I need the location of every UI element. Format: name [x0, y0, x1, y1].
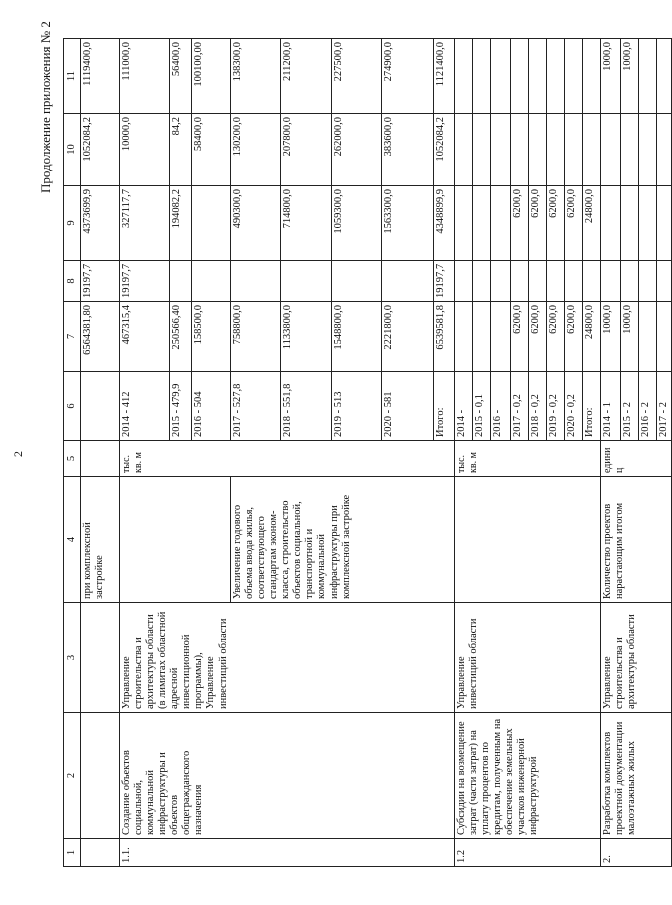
table-cell-c6: 2020 - 581 [382, 372, 434, 441]
column-number: 4 [64, 477, 81, 603]
table-cell-c1: 1.1. [120, 839, 455, 867]
column-number: 7 [64, 302, 81, 372]
table-cell-c9: 24800,0 [583, 186, 601, 261]
table-cell-c7: 467315,4 [120, 302, 170, 372]
table-cell-c7 [455, 302, 473, 372]
table-cell-c11: 1000,0 [621, 39, 639, 114]
table-cell-c1: 1.2 [455, 839, 601, 867]
table-cell-c9: 1563300,0 [382, 186, 434, 261]
table-cell-c8: 19197,7 [434, 261, 455, 302]
table-cell-c11: 1119400,0 [81, 39, 120, 114]
table-cell-c10 [491, 114, 511, 186]
table-cell-c8 [657, 261, 672, 302]
table-cell-c8 [332, 261, 382, 302]
table-cell-c9 [657, 186, 672, 261]
table-row [455, 39, 473, 867]
table-row [601, 39, 621, 867]
table-cell-c8 [473, 261, 491, 302]
table-cell-c8 [583, 261, 601, 302]
table-cell-c4: Увеличение годового объема ввода жилья, соответствующего стандартам эконом-класса, строительство объектов социальной, транспортной и коммунальной инфраструктуры при комплексной застройке [231, 477, 455, 603]
table-cell-c9: 4373699,9 [81, 186, 120, 261]
table-cell-c6: 2014 - [455, 372, 473, 441]
table-cell-c9: 6200,0 [529, 186, 547, 261]
table-cell-c8: 19197,7 [120, 261, 170, 302]
table-row [120, 39, 170, 867]
table-cell-c4: Количество проектов нарастающим итогом [601, 477, 672, 603]
table-cell-c3: Управление строительства и архитектуры области [601, 603, 672, 713]
table-cell-c10 [455, 114, 473, 186]
column-number: 3 [64, 603, 81, 713]
table-cell-c9 [455, 186, 473, 261]
table-cell-c8 [547, 261, 565, 302]
table-cell-c9: 490300,0 [231, 186, 281, 261]
table-cell-c10: 130200,0 [231, 114, 281, 186]
table-cell-c11: 56400,0 [170, 39, 192, 114]
table-cell-c10: 1052084,2 [81, 114, 120, 186]
table-cell-c8 [511, 261, 529, 302]
table-cell-c7: 6200,0 [547, 302, 565, 372]
table-cell-c7: 158500,0 [192, 302, 231, 372]
table-cell-c10: 10000,0 [120, 114, 170, 186]
table-cell-c10 [639, 114, 657, 186]
table-cell-c7: 6200,0 [565, 302, 583, 372]
table-cell-c7: 6539581,8 [434, 302, 455, 372]
table-cell-c11: 100100,00 [192, 39, 231, 114]
column-number: 9 [64, 186, 81, 261]
table-cell-c11: 138300,0 [231, 39, 281, 114]
table-cell-c8 [565, 261, 583, 302]
table-cell-c9: 327117,7 [120, 186, 170, 261]
table-cell-c11 [639, 39, 657, 114]
table-cell-c10 [565, 114, 583, 186]
table-cell-c6: 2015 - 479,9 [170, 372, 192, 441]
table-cell-c7: 24800,0 [583, 302, 601, 372]
table-cell-c7: 1000,0 [621, 302, 639, 372]
table-cell-c8 [491, 261, 511, 302]
table-cell-c10 [621, 114, 639, 186]
table-cell-c11 [547, 39, 565, 114]
table-cell-c4: при комплексной застройке [81, 477, 120, 603]
table-cell-c10: 262000,0 [332, 114, 382, 186]
table-cell-c7 [639, 302, 657, 372]
table-cell-c10: 383600,0 [382, 114, 434, 186]
table-cell-c9 [491, 186, 511, 261]
table-cell-c10: 84,2 [170, 114, 192, 186]
table-cell-c3 [81, 603, 120, 713]
table-cell-c6: 2016 - [491, 372, 511, 441]
page-number: 2 [11, 451, 25, 457]
table-cell-c2: Создание объектов социальной, коммунальной инфраструктуры и объектов общегражданского назначения [120, 713, 455, 839]
table-cell-c6: Итого: [583, 372, 601, 441]
table-cell-c7: 6200,0 [529, 302, 547, 372]
table-body [64, 39, 672, 867]
table-cell-c5: тыс. кв. м [120, 441, 455, 477]
table-cell-c4 [455, 477, 601, 603]
table-cell-c11 [529, 39, 547, 114]
table-cell-c8 [231, 261, 281, 302]
table-cell-c11 [511, 39, 529, 114]
table-cell-c8 [621, 261, 639, 302]
table-cell-c8 [529, 261, 547, 302]
table-cell-c3: Управление строительства и архитектуры области (в лимитах областной адресной инвестиционной программы), Управление инвестиций области [120, 603, 455, 713]
table-cell-c10: 207800,0 [281, 114, 332, 186]
table-cell-c9: 1059300,0 [332, 186, 382, 261]
table-cell-c6: 2017 - 0,2 [511, 372, 529, 441]
table-cell-c8 [281, 261, 332, 302]
column-number: 6 [64, 372, 81, 441]
table-cell-c6: 2015 - 0,1 [473, 372, 491, 441]
table-cell-c11: 111000,0 [120, 39, 170, 114]
table-cell-c6: 2018 - 551,8 [281, 372, 332, 441]
table-cell-c10 [583, 114, 601, 186]
table-cell-c9: 194082,2 [170, 186, 192, 261]
table-cell-c4 [120, 477, 231, 603]
table-cell-c9: 6200,0 [511, 186, 529, 261]
table-cell-c6: 2014 - 1 [601, 372, 621, 441]
table-cell-c8 [601, 261, 621, 302]
table-cell-c11 [565, 39, 583, 114]
table-cell-c8 [455, 261, 473, 302]
table-cell-c6: 2015 - 2 [621, 372, 639, 441]
appendix-caption: Продолжение приложения № 2 [38, 21, 53, 193]
table-cell-c8 [170, 261, 192, 302]
table-cell-c7: 758800,0 [231, 302, 281, 372]
table-cell-c5: тыс. кв. м [455, 441, 601, 477]
table-cell-c8: 19197,7 [81, 261, 120, 302]
table-cell-c10 [529, 114, 547, 186]
table-cell-c8 [382, 261, 434, 302]
table-cell-c7: 2221800,0 [382, 302, 434, 372]
table-cell-c11 [473, 39, 491, 114]
table-cell-c11: 274900,0 [382, 39, 434, 114]
table-cell-c11: 227500,0 [332, 39, 382, 114]
table-cell-c9: 4348899,9 [434, 186, 455, 261]
table-cell-c8 [192, 261, 231, 302]
table-cell-c10 [547, 114, 565, 186]
table-cell-c7: 6200,0 [511, 302, 529, 372]
table-row [81, 39, 120, 867]
table-cell-c6: 2019 - 0,2 [547, 372, 565, 441]
table-cell-c10 [601, 114, 621, 186]
table-cell-c11: 1121400,0 [434, 39, 455, 114]
table-cell-c7: 250566,40 [170, 302, 192, 372]
table-cell-c1: 2. [601, 839, 672, 867]
table-cell-c6: 2016 - 504 [192, 372, 231, 441]
column-number: 8 [64, 261, 81, 302]
table-cell-c6: 2018 - 0,2 [529, 372, 547, 441]
table-cell-c11: 1000,0 [601, 39, 621, 114]
table-cell-c9 [192, 186, 231, 261]
table-cell-c2 [81, 713, 120, 839]
table-cell-c9 [473, 186, 491, 261]
table-cell-c6 [81, 372, 120, 441]
table-cell-c11 [657, 39, 672, 114]
table-cell-c9: 6200,0 [565, 186, 583, 261]
table-cell-c10: 58400,0 [192, 114, 231, 186]
table-cell-c9: 714800,0 [281, 186, 332, 261]
table-cell-c6: 2017 - 527,8 [231, 372, 281, 441]
table-cell-c6: 2019 - 513 [332, 372, 382, 441]
table-cell-c1 [81, 839, 120, 867]
table-cell-c6: Итого: [434, 372, 455, 441]
table-cell-c8 [639, 261, 657, 302]
table-cell-c2: Разработка комплектов проектной документации малоэтажных жилых [601, 713, 672, 839]
column-number: 2 [64, 713, 81, 839]
table-cell-c7 [657, 302, 672, 372]
table-cell-c11 [583, 39, 601, 114]
table-cell-c9: 6200,0 [547, 186, 565, 261]
column-number: 5 [64, 441, 81, 477]
table-cell-c10 [473, 114, 491, 186]
table-cell-c7: 1000,0 [601, 302, 621, 372]
program-table [63, 38, 672, 867]
table-cell-c7: 6564381,80 [81, 302, 120, 372]
table-cell-c6: 2017 - 2 [657, 372, 672, 441]
table-cell-c9 [601, 186, 621, 261]
table-cell-c10 [657, 114, 672, 186]
table-cell-c7 [473, 302, 491, 372]
column-number: 11 [64, 39, 81, 114]
table-cell-c11 [455, 39, 473, 114]
column-number: 1 [64, 839, 81, 867]
table-cell-c7: 1133800,0 [281, 302, 332, 372]
table-cell-c6: 2016 - 2 [639, 372, 657, 441]
table-cell-c11 [491, 39, 511, 114]
table-cell-c6: 2014 - 412 [120, 372, 170, 441]
table-cell-c10 [511, 114, 529, 186]
table-cell-c7 [491, 302, 511, 372]
table-cell-c5 [81, 441, 120, 477]
table-cell-c2: Субсидии на возмещение затрат (части затрат) на уплату процентов по кредитам, полученным на обеспечение земельных участков инженерной инфраструктурой [455, 713, 601, 839]
table-cell-c9 [621, 186, 639, 261]
table-cell-c7: 1548800,0 [332, 302, 382, 372]
table-cell-c11: 211200,0 [281, 39, 332, 114]
table-cell-c5: единиц [601, 441, 672, 477]
column-number: 10 [64, 114, 81, 186]
column-number-row [64, 39, 81, 867]
table-cell-c3: Управление инвестиций области [455, 603, 601, 713]
table-cell-c6: 2020 - 0,2 [565, 372, 583, 441]
table-cell-c9 [639, 186, 657, 261]
table-cell-c10: 1052084,2 [434, 114, 455, 186]
